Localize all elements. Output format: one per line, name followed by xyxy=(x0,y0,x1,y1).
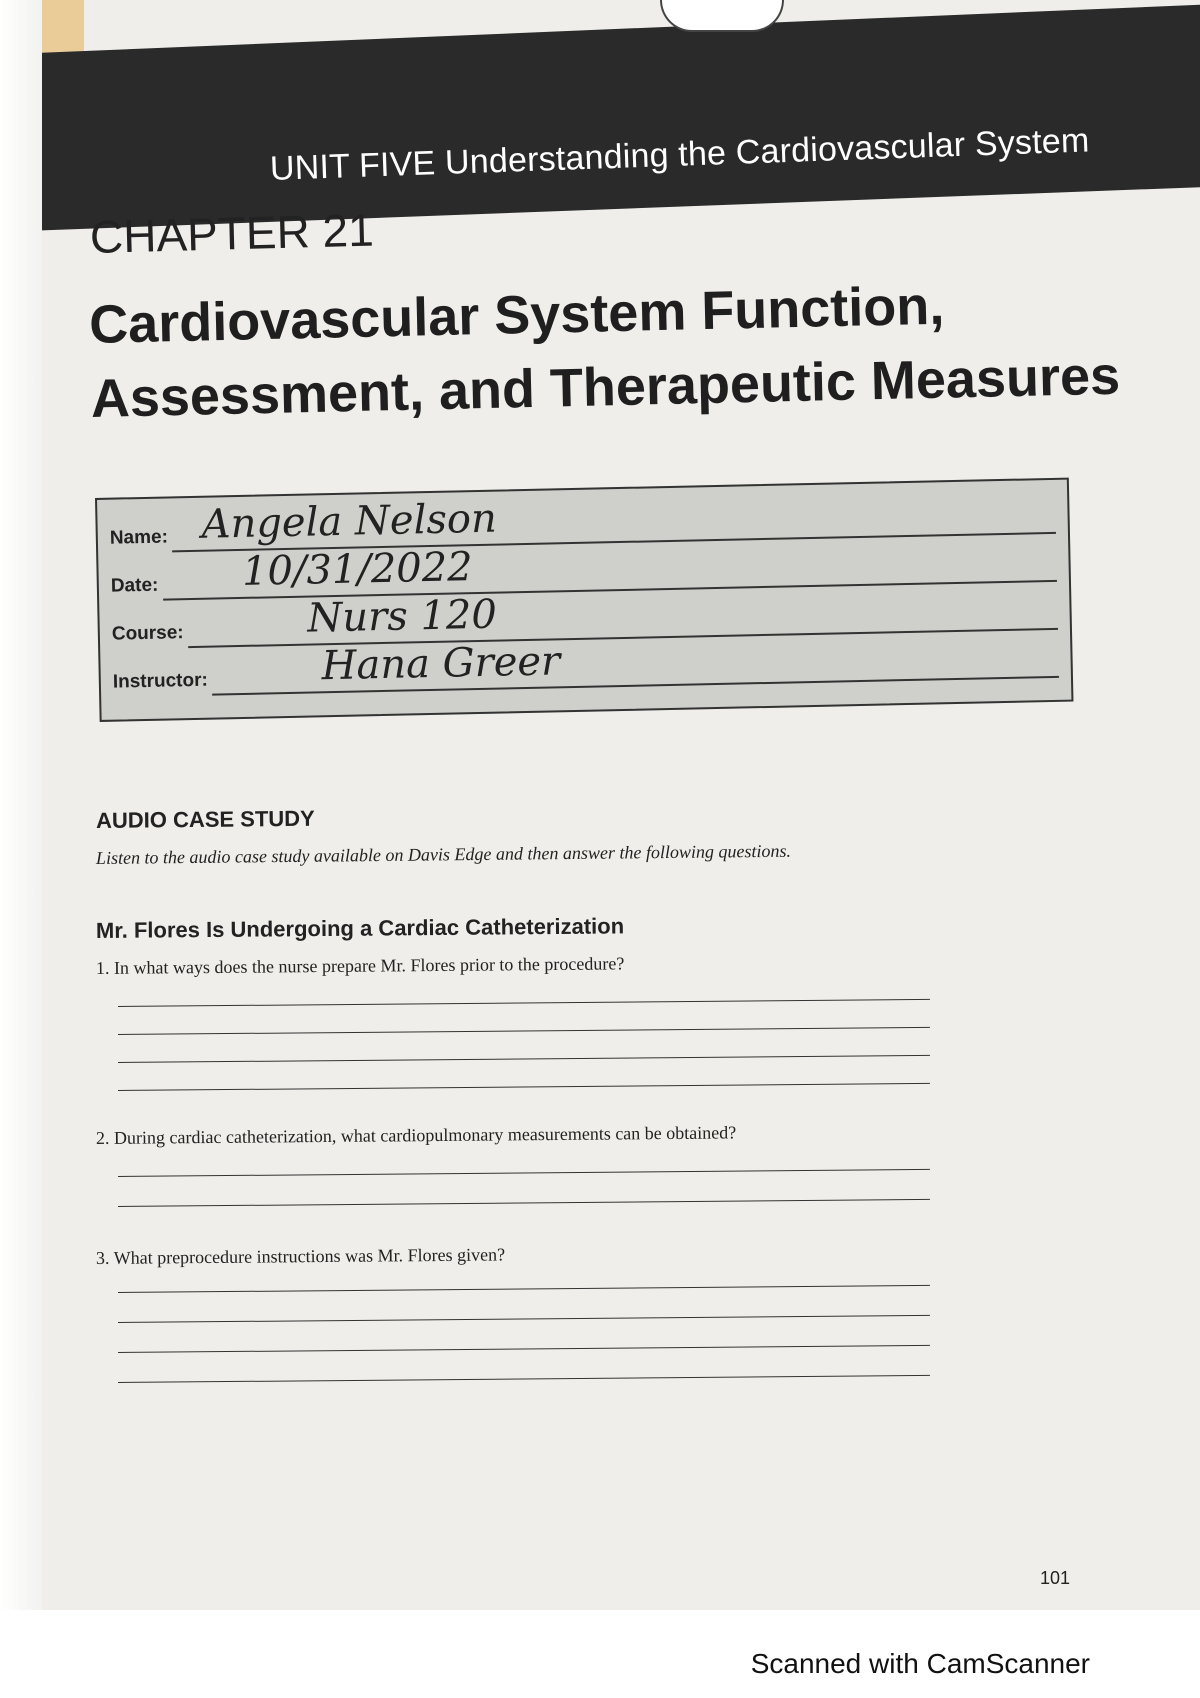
audio-instruction: Listen to the audio case study available on Davis Edge and then answer the following questions. xyxy=(95,840,791,868)
chapter-label: CHAPTER 21 xyxy=(89,203,375,263)
chapter-title xyxy=(88,265,1121,436)
course-label: Course: xyxy=(111,622,184,645)
case-title: Mr. Flores Is Undergoing a Cardiac Catheterization xyxy=(95,913,625,943)
scan-margin xyxy=(0,0,42,1698)
course-value: Nurs 120 xyxy=(306,591,498,642)
page-number: 101 xyxy=(1040,1568,1071,1588)
question-3: 3. What preprocedure instructions was Mr. Flores given? xyxy=(95,1244,506,1268)
question-1: 1. In what ways does the nurse prepare Mr. Flores prior to the procedure? xyxy=(95,953,625,978)
instructor-value: Hana Greer xyxy=(321,638,561,690)
question-2: 2. During cardiac catheterization, what cardiopulmonary measurements can be obtained? xyxy=(95,1122,737,1148)
audio-case-study-heading: AUDIO CASE STUDY xyxy=(95,805,315,833)
chapter-title-line-1: Cardiovascular System Function, xyxy=(88,275,945,356)
chapter-title-line-2: Assessment, and Therapeutic Measures xyxy=(90,345,1121,429)
instructor-label: Instructor: xyxy=(112,669,209,693)
name-value: Angela Nelson xyxy=(201,495,498,548)
student-info-box xyxy=(95,478,1073,722)
unit-title: UNIT FIVE Understanding the Cardiovascular System xyxy=(269,121,1090,188)
date-label: Date: xyxy=(110,574,159,597)
date-value: 10/31/2022 xyxy=(241,544,474,595)
publisher-logo-icon xyxy=(660,0,784,32)
name-label: Name: xyxy=(109,526,169,549)
camscanner-watermark: Scanned with CamScanner xyxy=(750,1648,1090,1679)
